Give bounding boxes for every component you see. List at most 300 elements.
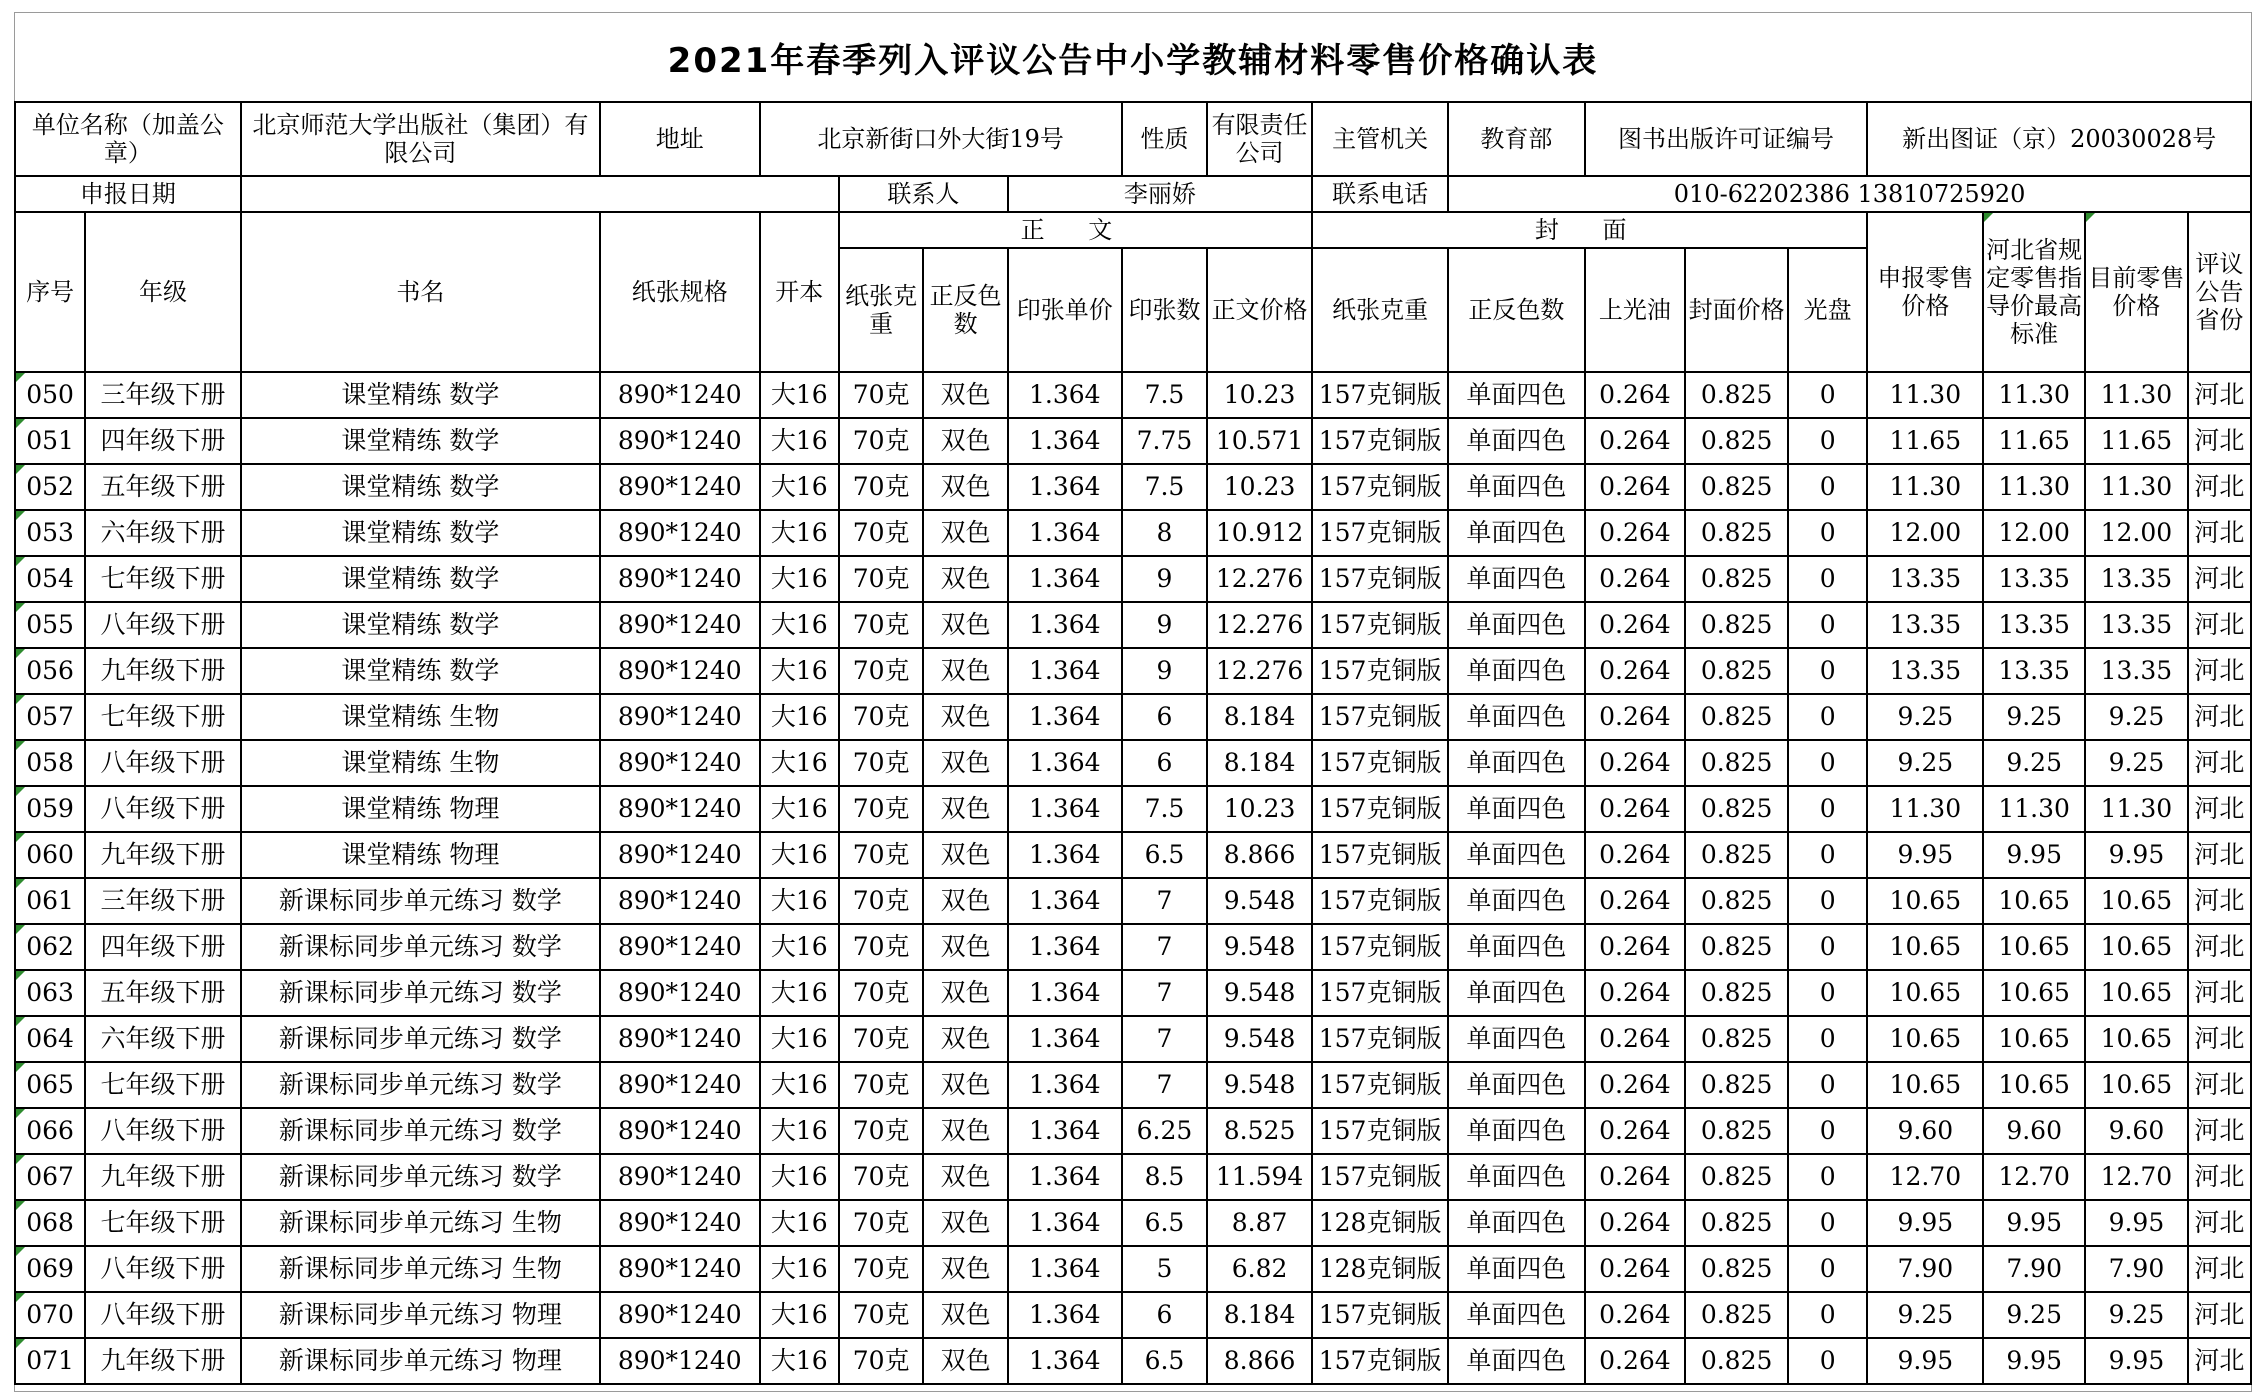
cell-body-weight[interactable]: 70克 [839,970,923,1016]
cell-cover-price[interactable]: 0.825 [1685,970,1788,1016]
cell-cd[interactable]: 0 [1788,1108,1867,1154]
cell-book[interactable]: 新课标同步单元练习 数学 [241,1108,600,1154]
cell-seq[interactable]: 055 [15,602,85,648]
cell-cd[interactable]: 0 [1788,556,1867,602]
cell-hebei-max-price[interactable]: 9.25 [1983,694,2085,740]
cell-cd[interactable]: 0 [1788,832,1867,878]
cell-body-weight[interactable]: 70克 [839,786,923,832]
cell-book[interactable]: 课堂精练 数学 [241,602,600,648]
cell-cover-color[interactable]: 单面四色 [1448,970,1584,1016]
cell-body-weight[interactable]: 70克 [839,418,923,464]
cell-cover-weight[interactable]: 157克铜版 [1312,1292,1448,1338]
cell-cover-price[interactable]: 0.825 [1685,464,1788,510]
cell-current-price[interactable]: 7.90 [2085,1246,2188,1292]
cell-declared-price[interactable]: 9.95 [1867,1200,1983,1246]
cell-grade[interactable]: 八年级下册 [85,602,241,648]
cell-book[interactable]: 新课标同步单元练习 数学 [241,1154,600,1200]
cell-body-color[interactable]: 双色 [923,418,1007,464]
cell-grade[interactable]: 三年级下册 [85,878,241,924]
cell-hebei-max-price[interactable]: 11.30 [1983,464,2085,510]
cell-cover-weight[interactable]: 157克铜版 [1312,510,1448,556]
cell-gloss[interactable]: 0.264 [1585,1200,1686,1246]
cell-gloss[interactable]: 0.264 [1585,1292,1686,1338]
cell-cover-price[interactable]: 0.825 [1685,1338,1788,1384]
cell-cover-color[interactable]: 单面四色 [1448,832,1584,878]
cell-paper-spec[interactable]: 890*1240 [600,464,760,510]
cell-cover-color[interactable]: 单面四色 [1448,372,1584,418]
cell-cover-color[interactable]: 单面四色 [1448,1338,1584,1384]
cell-format[interactable]: 大16 [760,740,839,786]
cell-gloss[interactable]: 0.264 [1585,556,1686,602]
cell-sheets[interactable]: 7 [1122,1016,1207,1062]
cell-province[interactable]: 河北 [2188,740,2251,786]
cell-hebei-max-price[interactable]: 10.65 [1983,924,2085,970]
cell-gloss[interactable]: 0.264 [1585,1062,1686,1108]
cell-body-color[interactable]: 双色 [923,740,1007,786]
cell-body-price[interactable]: 10.571 [1207,418,1312,464]
cell-body-color[interactable]: 双色 [923,556,1007,602]
cell-seq[interactable]: 063 [15,970,85,1016]
cell-current-price[interactable]: 9.95 [2085,1338,2188,1384]
contact-value[interactable]: 李丽娇 [1008,176,1312,212]
cell-body-color[interactable]: 双色 [923,924,1007,970]
cell-paper-spec[interactable]: 890*1240 [600,1154,760,1200]
cell-body-color[interactable]: 双色 [923,694,1007,740]
cell-province[interactable]: 河北 [2188,1154,2251,1200]
cell-current-price[interactable]: 12.00 [2085,510,2188,556]
cell-declared-price[interactable]: 9.25 [1867,1292,1983,1338]
cell-cd[interactable]: 0 [1788,1292,1867,1338]
cell-body-price[interactable]: 9.548 [1207,1062,1312,1108]
cell-body-price[interactable]: 10.23 [1207,786,1312,832]
cell-declared-price[interactable]: 11.30 [1867,372,1983,418]
cell-cover-price[interactable]: 0.825 [1685,1062,1788,1108]
cell-body-color[interactable]: 双色 [923,464,1007,510]
cell-format[interactable]: 大16 [760,648,839,694]
cell-hebei-max-price[interactable]: 13.35 [1983,556,2085,602]
cell-current-price[interactable]: 13.35 [2085,602,2188,648]
cell-current-price[interactable]: 11.65 [2085,418,2188,464]
cell-grade[interactable]: 四年级下册 [85,418,241,464]
cell-cd[interactable]: 0 [1788,648,1867,694]
cell-sheets[interactable]: 6 [1122,1292,1207,1338]
cell-cover-price[interactable]: 0.825 [1685,1016,1788,1062]
cell-cd[interactable]: 0 [1788,1154,1867,1200]
cell-cover-color[interactable]: 单面四色 [1448,1292,1584,1338]
cell-book[interactable]: 课堂精练 数学 [241,556,600,602]
cell-body-price[interactable]: 8.184 [1207,1292,1312,1338]
cell-body-color[interactable]: 双色 [923,1016,1007,1062]
cell-cover-weight[interactable]: 157克铜版 [1312,648,1448,694]
cell-seq[interactable]: 053 [15,510,85,556]
cell-declared-price[interactable]: 9.95 [1867,832,1983,878]
cell-paper-spec[interactable]: 890*1240 [600,372,760,418]
cell-seq[interactable]: 052 [15,464,85,510]
cell-cd[interactable]: 0 [1788,970,1867,1016]
cell-book[interactable]: 课堂精练 数学 [241,510,600,556]
cell-book[interactable]: 课堂精练 数学 [241,648,600,694]
cell-seq[interactable]: 057 [15,694,85,740]
cell-unit-price[interactable]: 1.364 [1008,602,1122,648]
cell-sheets[interactable]: 9 [1122,648,1207,694]
cell-current-price[interactable]: 10.65 [2085,878,2188,924]
cell-format[interactable]: 大16 [760,1338,839,1384]
authority-value[interactable]: 教育部 [1448,102,1584,176]
cell-province[interactable]: 河北 [2188,510,2251,556]
cell-body-color[interactable]: 双色 [923,1200,1007,1246]
cell-gloss[interactable]: 0.264 [1585,740,1686,786]
cell-paper-spec[interactable]: 890*1240 [600,1016,760,1062]
cell-book[interactable]: 课堂精练 数学 [241,464,600,510]
cell-grade[interactable]: 七年级下册 [85,1200,241,1246]
cell-province[interactable]: 河北 [2188,694,2251,740]
cell-grade[interactable]: 九年级下册 [85,648,241,694]
cell-book[interactable]: 新课标同步单元练习 物理 [241,1292,600,1338]
cell-body-color[interactable]: 双色 [923,1062,1007,1108]
cell-grade[interactable]: 九年级下册 [85,1154,241,1200]
cell-body-color[interactable]: 双色 [923,970,1007,1016]
cell-sheets[interactable]: 6 [1122,740,1207,786]
cell-cover-color[interactable]: 单面四色 [1448,602,1584,648]
cell-cover-weight[interactable]: 157克铜版 [1312,1338,1448,1384]
cell-hebei-max-price[interactable]: 12.00 [1983,510,2085,556]
cell-grade[interactable]: 八年级下册 [85,786,241,832]
cell-paper-spec[interactable]: 890*1240 [600,556,760,602]
cell-grade[interactable]: 七年级下册 [85,694,241,740]
cell-province[interactable]: 河北 [2188,1016,2251,1062]
cell-book[interactable]: 新课标同步单元练习 数学 [241,1016,600,1062]
cell-unit-price[interactable]: 1.364 [1008,786,1122,832]
cell-body-weight[interactable]: 70克 [839,602,923,648]
cell-cd[interactable]: 0 [1788,786,1867,832]
cell-paper-spec[interactable]: 890*1240 [600,694,760,740]
cell-seq[interactable]: 061 [15,878,85,924]
cell-cd[interactable]: 0 [1788,1062,1867,1108]
cell-sheets[interactable]: 7 [1122,924,1207,970]
cell-sheets[interactable]: 9 [1122,602,1207,648]
cell-body-weight[interactable]: 70克 [839,1016,923,1062]
cell-cd[interactable]: 0 [1788,1016,1867,1062]
cell-body-weight[interactable]: 70克 [839,1292,923,1338]
cell-cover-color[interactable]: 单面四色 [1448,1154,1584,1200]
cell-cover-price[interactable]: 0.825 [1685,372,1788,418]
cell-hebei-max-price[interactable]: 9.95 [1983,1338,2085,1384]
cell-sheets[interactable]: 7 [1122,878,1207,924]
license-value[interactable]: 新出图证（京）20030028号 [1867,102,2251,176]
cell-current-price[interactable]: 10.65 [2085,924,2188,970]
cell-format[interactable]: 大16 [760,1292,839,1338]
cell-sheets[interactable]: 6 [1122,694,1207,740]
cell-cover-color[interactable]: 单面四色 [1448,648,1584,694]
cell-sheets[interactable]: 6.5 [1122,1338,1207,1384]
cell-body-price[interactable]: 8.866 [1207,1338,1312,1384]
cell-cover-weight[interactable]: 157克铜版 [1312,832,1448,878]
cell-body-color[interactable]: 双色 [923,1108,1007,1154]
cell-gloss[interactable]: 0.264 [1585,648,1686,694]
cell-hebei-max-price[interactable]: 13.35 [1983,602,2085,648]
cell-hebei-max-price[interactable]: 10.65 [1983,1016,2085,1062]
cell-grade[interactable]: 五年级下册 [85,970,241,1016]
cell-body-weight[interactable]: 70克 [839,1338,923,1384]
cell-format[interactable]: 大16 [760,510,839,556]
cell-gloss[interactable]: 0.264 [1585,1338,1686,1384]
cell-gloss[interactable]: 0.264 [1585,970,1686,1016]
cell-body-color[interactable]: 双色 [923,602,1007,648]
cell-book[interactable]: 新课标同步单元练习 数学 [241,924,600,970]
cell-hebei-max-price[interactable]: 9.95 [1983,1200,2085,1246]
cell-body-price[interactable]: 8.184 [1207,740,1312,786]
cell-declared-price[interactable]: 13.35 [1867,556,1983,602]
cell-body-color[interactable]: 双色 [923,878,1007,924]
cell-format[interactable]: 大16 [760,556,839,602]
cell-hebei-max-price[interactable]: 10.65 [1983,1062,2085,1108]
cell-body-color[interactable]: 双色 [923,1246,1007,1292]
cell-format[interactable]: 大16 [760,1062,839,1108]
cell-cover-color[interactable]: 单面四色 [1448,1200,1584,1246]
cell-cover-weight[interactable]: 157克铜版 [1312,694,1448,740]
cell-declared-price[interactable]: 11.30 [1867,464,1983,510]
cell-grade[interactable]: 六年级下册 [85,510,241,556]
cell-cover-color[interactable]: 单面四色 [1448,418,1584,464]
cell-body-color[interactable]: 双色 [923,510,1007,556]
cell-unit-price[interactable]: 1.364 [1008,372,1122,418]
cell-grade[interactable]: 五年级下册 [85,464,241,510]
cell-seq[interactable]: 065 [15,1062,85,1108]
cell-cover-weight[interactable]: 157克铜版 [1312,464,1448,510]
cell-declared-price[interactable]: 9.25 [1867,694,1983,740]
cell-unit-price[interactable]: 1.364 [1008,1154,1122,1200]
cell-province[interactable]: 河北 [2188,1062,2251,1108]
cell-paper-spec[interactable]: 890*1240 [600,878,760,924]
cell-unit-price[interactable]: 1.364 [1008,648,1122,694]
cell-format[interactable]: 大16 [760,1154,839,1200]
cell-body-weight[interactable]: 70克 [839,740,923,786]
cell-unit-price[interactable]: 1.364 [1008,1062,1122,1108]
cell-seq[interactable]: 059 [15,786,85,832]
cell-paper-spec[interactable]: 890*1240 [600,1108,760,1154]
cell-cover-price[interactable]: 0.825 [1685,878,1788,924]
cell-grade[interactable]: 八年级下册 [85,1108,241,1154]
cell-cd[interactable]: 0 [1788,418,1867,464]
cell-unit-price[interactable]: 1.364 [1008,832,1122,878]
cell-paper-spec[interactable]: 890*1240 [600,1246,760,1292]
cell-unit-price[interactable]: 1.364 [1008,878,1122,924]
cell-unit-price[interactable]: 1.364 [1008,740,1122,786]
cell-current-price[interactable]: 11.30 [2085,464,2188,510]
cell-book[interactable]: 课堂精练 物理 [241,786,600,832]
cell-body-price[interactable]: 9.548 [1207,970,1312,1016]
cell-province[interactable]: 河北 [2188,648,2251,694]
cell-grade[interactable]: 六年级下册 [85,1016,241,1062]
cell-grade[interactable]: 四年级下册 [85,924,241,970]
cell-hebei-max-price[interactable]: 9.25 [1983,740,2085,786]
cell-cd[interactable]: 0 [1788,740,1867,786]
cell-grade[interactable]: 八年级下册 [85,1292,241,1338]
cell-format[interactable]: 大16 [760,602,839,648]
cell-cover-price[interactable]: 0.825 [1685,1292,1788,1338]
cell-grade[interactable]: 九年级下册 [85,1338,241,1384]
cell-gloss[interactable]: 0.264 [1585,1016,1686,1062]
cell-current-price[interactable]: 13.35 [2085,556,2188,602]
cell-current-price[interactable]: 9.25 [2085,740,2188,786]
cell-cover-weight[interactable]: 157克铜版 [1312,740,1448,786]
cell-hebei-max-price[interactable]: 10.65 [1983,878,2085,924]
cell-declared-price[interactable]: 12.00 [1867,510,1983,556]
cell-cover-price[interactable]: 0.825 [1685,556,1788,602]
cell-unit-price[interactable]: 1.364 [1008,418,1122,464]
cell-cd[interactable]: 0 [1788,1200,1867,1246]
cell-seq[interactable]: 069 [15,1246,85,1292]
cell-province[interactable]: 河北 [2188,418,2251,464]
cell-cover-color[interactable]: 单面四色 [1448,1016,1584,1062]
cell-body-color[interactable]: 双色 [923,372,1007,418]
cell-province[interactable]: 河北 [2188,1292,2251,1338]
cell-body-price[interactable]: 11.594 [1207,1154,1312,1200]
cell-body-weight[interactable]: 70克 [839,694,923,740]
cell-current-price[interactable]: 10.65 [2085,1016,2188,1062]
cell-cd[interactable]: 0 [1788,510,1867,556]
cell-book[interactable]: 新课标同步单元练习 数学 [241,970,600,1016]
cell-unit-price[interactable]: 1.364 [1008,1108,1122,1154]
cell-cover-weight[interactable]: 157克铜版 [1312,878,1448,924]
cell-gloss[interactable]: 0.264 [1585,372,1686,418]
cell-province[interactable]: 河北 [2188,786,2251,832]
cell-grade[interactable]: 九年级下册 [85,832,241,878]
cell-current-price[interactable]: 9.95 [2085,832,2188,878]
cell-body-weight[interactable]: 70克 [839,1154,923,1200]
cell-cd[interactable]: 0 [1788,694,1867,740]
cell-body-price[interactable]: 9.548 [1207,924,1312,970]
cell-cover-price[interactable]: 0.825 [1685,1108,1788,1154]
cell-body-price[interactable]: 8.184 [1207,694,1312,740]
cell-body-price[interactable]: 12.276 [1207,602,1312,648]
cell-province[interactable]: 河北 [2188,1338,2251,1384]
cell-cover-price[interactable]: 0.825 [1685,832,1788,878]
cell-seq[interactable]: 070 [15,1292,85,1338]
cell-cover-color[interactable]: 单面四色 [1448,510,1584,556]
cell-gloss[interactable]: 0.264 [1585,418,1686,464]
cell-cover-color[interactable]: 单面四色 [1448,1108,1584,1154]
cell-unit-price[interactable]: 1.364 [1008,510,1122,556]
cell-paper-spec[interactable]: 890*1240 [600,1292,760,1338]
cell-grade[interactable]: 八年级下册 [85,740,241,786]
cell-gloss[interactable]: 0.264 [1585,786,1686,832]
cell-format[interactable]: 大16 [760,878,839,924]
cell-declared-price[interactable]: 9.25 [1867,740,1983,786]
cell-cover-color[interactable]: 单面四色 [1448,1246,1584,1292]
cell-declared-price[interactable]: 9.95 [1867,1338,1983,1384]
cell-cover-weight[interactable]: 157克铜版 [1312,556,1448,602]
cell-cd[interactable]: 0 [1788,878,1867,924]
cell-format[interactable]: 大16 [760,1200,839,1246]
cell-body-price[interactable]: 12.276 [1207,556,1312,602]
cell-cd[interactable]: 0 [1788,924,1867,970]
cell-province[interactable]: 河北 [2188,970,2251,1016]
cell-cover-color[interactable]: 单面四色 [1448,1062,1584,1108]
date-value[interactable] [241,176,839,212]
cell-grade[interactable]: 七年级下册 [85,1062,241,1108]
cell-body-weight[interactable]: 70克 [839,648,923,694]
cell-cover-weight[interactable]: 157克铜版 [1312,786,1448,832]
cell-book[interactable]: 课堂精练 数学 [241,418,600,464]
cell-grade[interactable]: 八年级下册 [85,1246,241,1292]
address-value[interactable]: 北京新街口外大街19号 [760,102,1122,176]
cell-unit-price[interactable]: 1.364 [1008,1292,1122,1338]
cell-body-price[interactable]: 8.866 [1207,832,1312,878]
cell-format[interactable]: 大16 [760,924,839,970]
cell-book[interactable]: 新课标同步单元练习 生物 [241,1200,600,1246]
cell-seq[interactable]: 062 [15,924,85,970]
cell-seq[interactable]: 067 [15,1154,85,1200]
cell-current-price[interactable]: 9.95 [2085,1200,2188,1246]
cell-gloss[interactable]: 0.264 [1585,1246,1686,1292]
cell-book[interactable]: 课堂精练 物理 [241,832,600,878]
cell-cover-weight[interactable]: 157克铜版 [1312,372,1448,418]
cell-cover-price[interactable]: 0.825 [1685,740,1788,786]
cell-cover-price[interactable]: 0.825 [1685,648,1788,694]
cell-cd[interactable]: 0 [1788,1338,1867,1384]
cell-cd[interactable]: 0 [1788,372,1867,418]
cell-cover-price[interactable]: 0.825 [1685,924,1788,970]
cell-cover-color[interactable]: 单面四色 [1448,878,1584,924]
cell-province[interactable]: 河北 [2188,372,2251,418]
cell-body-color[interactable]: 双色 [923,1292,1007,1338]
cell-province[interactable]: 河北 [2188,878,2251,924]
cell-cover-color[interactable]: 单面四色 [1448,924,1584,970]
cell-declared-price[interactable]: 7.90 [1867,1246,1983,1292]
cell-seq[interactable]: 056 [15,648,85,694]
cell-body-price[interactable]: 8.525 [1207,1108,1312,1154]
cell-hebei-max-price[interactable]: 7.90 [1983,1246,2085,1292]
cell-format[interactable]: 大16 [760,372,839,418]
cell-hebei-max-price[interactable]: 9.60 [1983,1108,2085,1154]
cell-seq[interactable]: 071 [15,1338,85,1384]
cell-declared-price[interactable]: 10.65 [1867,878,1983,924]
cell-unit-price[interactable]: 1.364 [1008,1338,1122,1384]
cell-cover-weight[interactable]: 157克铜版 [1312,602,1448,648]
cell-cover-weight[interactable]: 157克铜版 [1312,418,1448,464]
cell-body-color[interactable]: 双色 [923,1154,1007,1200]
cell-book[interactable]: 课堂精练 生物 [241,694,600,740]
cell-body-weight[interactable]: 70克 [839,832,923,878]
cell-province[interactable]: 河北 [2188,556,2251,602]
cell-seq[interactable]: 054 [15,556,85,602]
cell-paper-spec[interactable]: 890*1240 [600,648,760,694]
cell-sheets[interactable]: 7 [1122,970,1207,1016]
cell-format[interactable]: 大16 [760,1108,839,1154]
cell-format[interactable]: 大16 [760,464,839,510]
cell-cover-price[interactable]: 0.825 [1685,1200,1788,1246]
cell-paper-spec[interactable]: 890*1240 [600,832,760,878]
cell-paper-spec[interactable]: 890*1240 [600,970,760,1016]
cell-unit-price[interactable]: 1.364 [1008,970,1122,1016]
cell-gloss[interactable]: 0.264 [1585,602,1686,648]
phone-value[interactable]: 010-62202386 13810725920 [1448,176,2251,212]
cell-cover-price[interactable]: 0.825 [1685,694,1788,740]
cell-cover-price[interactable]: 0.825 [1685,510,1788,556]
cell-cover-price[interactable]: 0.825 [1685,786,1788,832]
unit-value[interactable]: 北京师范大学出版社（集团）有限公司 [241,102,600,176]
cell-cover-price[interactable]: 0.825 [1685,1154,1788,1200]
cell-hebei-max-price[interactable]: 11.65 [1983,418,2085,464]
cell-body-color[interactable]: 双色 [923,786,1007,832]
cell-cover-price[interactable]: 0.825 [1685,418,1788,464]
cell-unit-price[interactable]: 1.364 [1008,1246,1122,1292]
cell-paper-spec[interactable]: 890*1240 [600,1062,760,1108]
cell-declared-price[interactable]: 13.35 [1867,648,1983,694]
cell-unit-price[interactable]: 1.364 [1008,464,1122,510]
cell-body-color[interactable]: 双色 [923,1338,1007,1384]
